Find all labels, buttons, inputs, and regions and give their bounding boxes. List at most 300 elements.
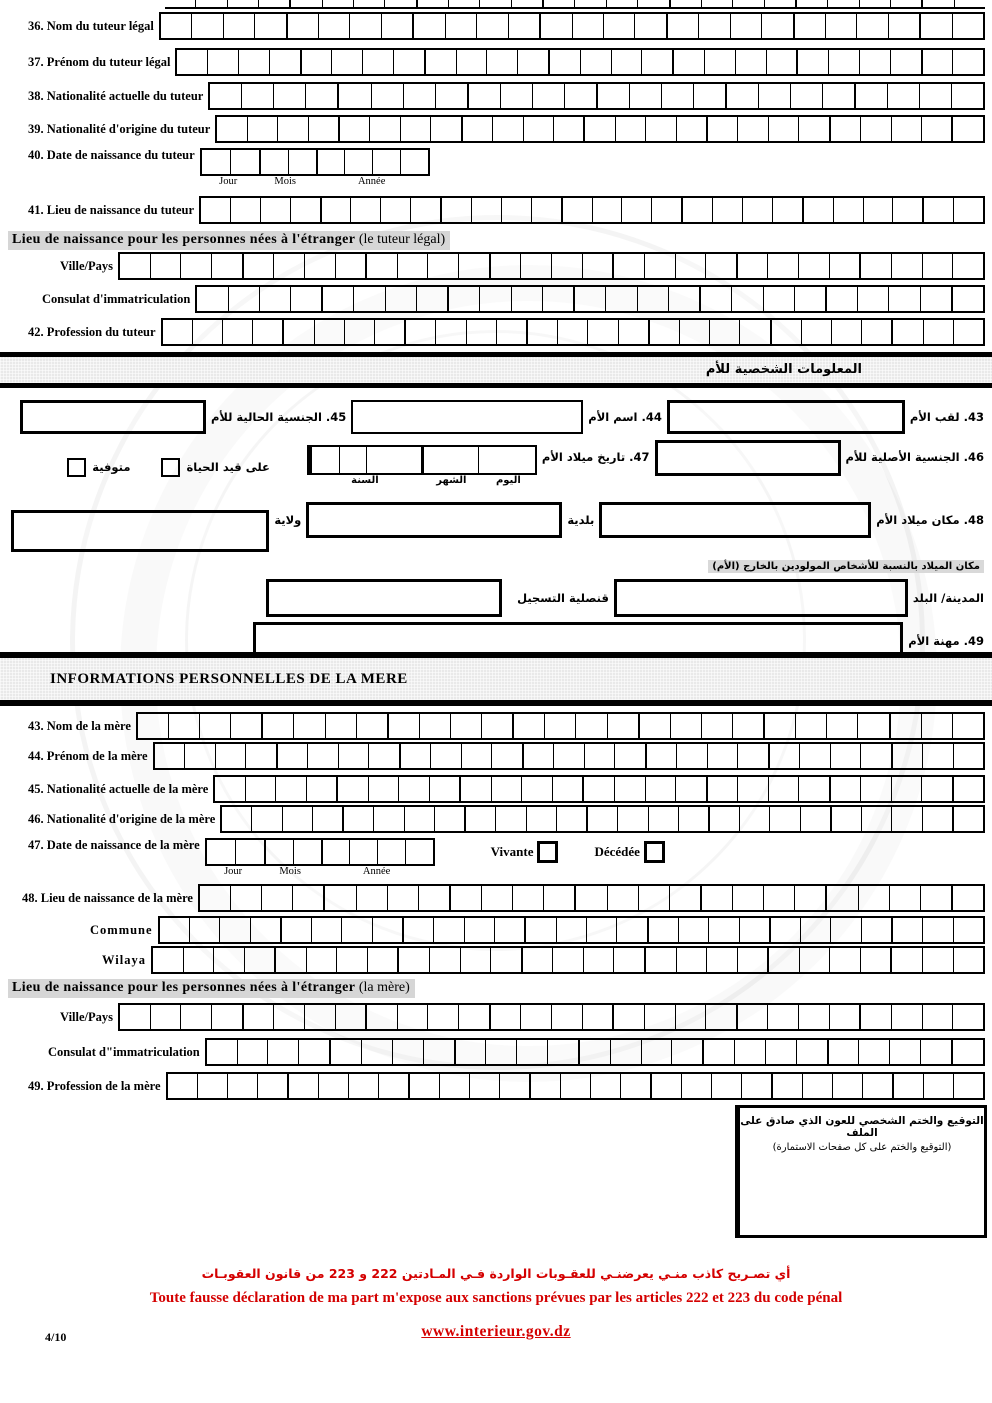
char-cell[interactable] bbox=[244, 948, 275, 972]
char-cell[interactable] bbox=[207, 840, 235, 864]
char-cell[interactable] bbox=[467, 84, 500, 108]
char-cell[interactable] bbox=[213, 948, 244, 972]
char-cell[interactable] bbox=[887, 84, 919, 108]
char-cell[interactable] bbox=[826, 714, 857, 738]
char-cell[interactable] bbox=[277, 117, 307, 141]
char-cell[interactable] bbox=[476, 14, 507, 38]
char-cell[interactable] bbox=[829, 777, 861, 801]
char-cell[interactable] bbox=[397, 948, 429, 972]
char-cell[interactable] bbox=[922, 807, 952, 831]
char-cell[interactable] bbox=[429, 948, 460, 972]
char-cell[interactable] bbox=[922, 948, 953, 972]
char-cell[interactable] bbox=[711, 1074, 741, 1098]
char-cell[interactable] bbox=[618, 320, 648, 344]
char-cell[interactable] bbox=[892, 1074, 923, 1098]
char-cell[interactable] bbox=[280, 918, 311, 942]
char-cell[interactable] bbox=[434, 807, 464, 831]
char-cell[interactable] bbox=[798, 1005, 829, 1029]
birthplace-extra-ar-input[interactable] bbox=[11, 510, 269, 552]
char-cell[interactable] bbox=[392, 1040, 423, 1064]
char-cell[interactable] bbox=[737, 948, 768, 972]
char-cell[interactable] bbox=[427, 1005, 458, 1029]
char-cell[interactable] bbox=[289, 0, 321, 7]
char-cell[interactable] bbox=[922, 254, 953, 278]
char-cell[interactable] bbox=[433, 918, 463, 942]
char-cell[interactable] bbox=[615, 117, 645, 141]
char-cell[interactable] bbox=[859, 50, 890, 74]
char-cell[interactable] bbox=[336, 777, 368, 801]
char-cell[interactable] bbox=[251, 807, 281, 831]
char-cell[interactable] bbox=[412, 14, 444, 38]
char-cell[interactable] bbox=[768, 777, 799, 801]
char-cell[interactable] bbox=[335, 1005, 366, 1029]
char-cell[interactable] bbox=[889, 1040, 920, 1064]
char-cell[interactable] bbox=[222, 320, 252, 344]
char-cell[interactable] bbox=[539, 14, 571, 38]
char-cell[interactable] bbox=[398, 777, 429, 801]
char-cell[interactable] bbox=[735, 50, 766, 74]
char-cell[interactable] bbox=[552, 777, 583, 801]
char-cell[interactable] bbox=[211, 1005, 242, 1029]
char-cell[interactable] bbox=[384, 0, 415, 7]
char-cell[interactable] bbox=[573, 287, 605, 311]
comb-input[interactable] bbox=[136, 712, 985, 740]
mother-surname-ar-input[interactable] bbox=[667, 400, 905, 434]
char-cell[interactable] bbox=[267, 1040, 298, 1064]
char-cell[interactable] bbox=[273, 254, 304, 278]
birthplace-wilaya-ar-input[interactable] bbox=[306, 502, 562, 538]
char-cell[interactable] bbox=[511, 287, 542, 311]
char-cell[interactable] bbox=[366, 447, 394, 473]
char-cell[interactable] bbox=[288, 150, 316, 174]
char-cell[interactable] bbox=[614, 777, 645, 801]
char-cell[interactable] bbox=[596, 84, 629, 108]
char-cell[interactable] bbox=[561, 198, 592, 222]
char-cell[interactable] bbox=[507, 447, 535, 473]
comb-input[interactable] bbox=[205, 1038, 985, 1066]
char-cell[interactable] bbox=[574, 0, 605, 7]
consulate-ar-input[interactable] bbox=[266, 579, 502, 617]
char-cell[interactable] bbox=[496, 320, 526, 344]
char-cell[interactable] bbox=[701, 714, 732, 738]
char-cell[interactable] bbox=[517, 50, 548, 74]
char-cell[interactable] bbox=[613, 948, 644, 972]
char-cell[interactable] bbox=[921, 714, 952, 738]
char-cell[interactable] bbox=[404, 807, 434, 831]
char-cell[interactable] bbox=[512, 886, 543, 910]
mother-firstname-ar-input[interactable] bbox=[351, 400, 583, 434]
char-cell[interactable] bbox=[192, 320, 222, 344]
char-cell[interactable] bbox=[230, 714, 261, 738]
char-cell[interactable] bbox=[648, 807, 678, 831]
char-cell[interactable] bbox=[921, 0, 953, 7]
char-cell[interactable] bbox=[829, 254, 860, 278]
char-cell[interactable] bbox=[350, 198, 380, 222]
char-cell[interactable] bbox=[341, 918, 371, 942]
char-cell[interactable] bbox=[953, 918, 983, 942]
char-cell[interactable] bbox=[210, 84, 241, 108]
char-cell[interactable] bbox=[800, 807, 830, 831]
char-cell[interactable] bbox=[620, 1074, 650, 1098]
char-cell[interactable] bbox=[189, 918, 219, 942]
char-cell[interactable] bbox=[829, 948, 860, 972]
char-cell[interactable] bbox=[603, 14, 634, 38]
char-cell[interactable] bbox=[700, 886, 732, 910]
char-cell[interactable] bbox=[489, 254, 521, 278]
char-cell[interactable] bbox=[890, 0, 921, 7]
char-cell[interactable] bbox=[953, 320, 983, 344]
char-cell[interactable] bbox=[634, 14, 665, 38]
char-cell[interactable] bbox=[793, 14, 825, 38]
char-cell[interactable] bbox=[822, 84, 854, 108]
char-cell[interactable] bbox=[180, 1005, 211, 1029]
char-cell[interactable] bbox=[676, 744, 707, 768]
char-cell[interactable] bbox=[672, 50, 704, 74]
char-cell[interactable] bbox=[702, 1040, 734, 1064]
char-cell[interactable] bbox=[645, 777, 676, 801]
char-cell[interactable] bbox=[669, 886, 700, 910]
char-cell[interactable] bbox=[202, 150, 230, 174]
char-cell[interactable] bbox=[336, 948, 367, 972]
char-cell[interactable] bbox=[344, 320, 374, 344]
char-cell[interactable] bbox=[831, 320, 861, 344]
char-cell[interactable] bbox=[165, 0, 195, 7]
char-cell[interactable] bbox=[416, 287, 447, 311]
char-cell[interactable] bbox=[430, 117, 460, 141]
char-cell[interactable] bbox=[919, 84, 951, 108]
comb-input[interactable] bbox=[166, 1072, 985, 1100]
char-cell[interactable] bbox=[681, 1074, 711, 1098]
char-cell[interactable] bbox=[553, 117, 583, 141]
char-cell[interactable] bbox=[275, 777, 306, 801]
char-cell[interactable] bbox=[292, 886, 323, 910]
char-cell[interactable] bbox=[458, 254, 489, 278]
char-cell[interactable] bbox=[435, 320, 465, 344]
char-cell[interactable] bbox=[526, 320, 557, 344]
char-cell[interactable] bbox=[235, 840, 264, 864]
char-cell[interactable] bbox=[490, 948, 521, 972]
char-cell[interactable] bbox=[245, 744, 276, 768]
char-cell[interactable] bbox=[543, 886, 574, 910]
char-cell[interactable] bbox=[629, 84, 661, 108]
char-cell[interactable] bbox=[304, 1005, 335, 1029]
char-cell[interactable] bbox=[732, 886, 763, 910]
char-cell[interactable] bbox=[252, 320, 282, 344]
char-cell[interactable] bbox=[661, 84, 693, 108]
char-cell[interactable] bbox=[825, 287, 857, 311]
char-cell[interactable] bbox=[120, 254, 150, 278]
char-cell[interactable] bbox=[829, 1005, 860, 1029]
char-cell[interactable] bbox=[668, 287, 699, 311]
char-cell[interactable] bbox=[197, 287, 227, 311]
char-cell[interactable] bbox=[676, 948, 707, 972]
char-cell[interactable] bbox=[764, 0, 795, 7]
char-cell[interactable] bbox=[800, 918, 830, 942]
char-cell[interactable] bbox=[610, 1040, 641, 1064]
char-cell[interactable] bbox=[542, 287, 573, 311]
char-cell[interactable] bbox=[552, 948, 583, 972]
char-cell[interactable] bbox=[734, 1040, 765, 1064]
char-cell[interactable] bbox=[335, 254, 366, 278]
char-cell[interactable] bbox=[524, 918, 555, 942]
char-cell[interactable] bbox=[311, 918, 341, 942]
char-cell[interactable] bbox=[245, 777, 276, 801]
char-cell[interactable] bbox=[888, 14, 919, 38]
char-cell[interactable] bbox=[737, 117, 767, 141]
char-cell[interactable] bbox=[486, 50, 517, 74]
char-cell[interactable] bbox=[736, 254, 768, 278]
char-cell[interactable] bbox=[675, 1005, 706, 1029]
char-cell[interactable] bbox=[499, 1074, 529, 1098]
char-cell[interactable] bbox=[701, 0, 732, 7]
char-cell[interactable] bbox=[551, 1005, 582, 1029]
char-cell[interactable] bbox=[739, 320, 769, 344]
char-cell[interactable] bbox=[544, 714, 575, 738]
char-cell[interactable] bbox=[405, 840, 433, 864]
char-cell[interactable] bbox=[479, 0, 510, 7]
char-cell[interactable] bbox=[184, 744, 215, 768]
char-cell[interactable] bbox=[825, 14, 856, 38]
char-cell[interactable] bbox=[670, 714, 701, 738]
char-cell[interactable] bbox=[290, 198, 320, 222]
char-cell[interactable] bbox=[293, 714, 324, 738]
char-cell[interactable] bbox=[952, 254, 983, 278]
char-cell[interactable] bbox=[891, 117, 921, 141]
char-cell[interactable] bbox=[365, 1005, 397, 1029]
char-cell[interactable] bbox=[767, 254, 798, 278]
char-cell[interactable] bbox=[763, 714, 795, 738]
char-cell[interactable] bbox=[708, 918, 738, 942]
char-cell[interactable] bbox=[768, 117, 798, 141]
char-cell[interactable] bbox=[381, 14, 412, 38]
char-cell[interactable] bbox=[329, 1040, 361, 1064]
char-cell[interactable] bbox=[227, 1074, 257, 1098]
char-cell[interactable] bbox=[891, 1005, 922, 1029]
char-cell[interactable] bbox=[693, 84, 725, 108]
char-cell[interactable] bbox=[645, 744, 677, 768]
char-cell[interactable] bbox=[832, 1074, 862, 1098]
char-cell[interactable] bbox=[621, 198, 651, 222]
char-cell[interactable] bbox=[471, 198, 501, 222]
char-cell[interactable] bbox=[489, 1005, 521, 1029]
char-cell[interactable] bbox=[201, 198, 230, 222]
char-cell[interactable] bbox=[641, 50, 672, 74]
char-cell[interactable] bbox=[732, 714, 763, 738]
char-cell[interactable] bbox=[833, 198, 863, 222]
char-cell[interactable] bbox=[276, 744, 308, 768]
char-cell[interactable] bbox=[448, 0, 479, 7]
char-cell[interactable] bbox=[617, 807, 647, 831]
char-cell[interactable] bbox=[761, 14, 792, 38]
char-cell[interactable] bbox=[464, 807, 495, 831]
char-cell[interactable] bbox=[739, 807, 769, 831]
char-cell[interactable] bbox=[261, 886, 292, 910]
char-cell[interactable] bbox=[741, 1074, 771, 1098]
char-cell[interactable] bbox=[282, 320, 313, 344]
char-cell[interactable] bbox=[790, 84, 822, 108]
char-cell[interactable] bbox=[257, 1074, 287, 1098]
char-cell[interactable] bbox=[416, 0, 448, 7]
char-cell[interactable] bbox=[891, 254, 922, 278]
char-cell[interactable] bbox=[771, 1074, 802, 1098]
char-cell[interactable] bbox=[698, 14, 729, 38]
char-cell[interactable] bbox=[300, 50, 332, 74]
char-cell[interactable] bbox=[458, 1005, 489, 1029]
char-cell[interactable] bbox=[215, 777, 245, 801]
char-cell[interactable] bbox=[650, 1074, 681, 1098]
char-cell[interactable] bbox=[612, 1005, 644, 1029]
char-cell[interactable] bbox=[580, 50, 611, 74]
char-cell[interactable] bbox=[365, 254, 397, 278]
char-cell[interactable] bbox=[369, 117, 399, 141]
char-cell[interactable] bbox=[419, 714, 450, 738]
comb-input[interactable] bbox=[158, 916, 985, 944]
char-cell[interactable] bbox=[679, 320, 709, 344]
comb-input[interactable] bbox=[175, 48, 985, 76]
char-cell[interactable] bbox=[479, 287, 510, 311]
char-cell[interactable] bbox=[651, 198, 681, 222]
char-cell[interactable] bbox=[307, 744, 338, 768]
char-cell[interactable] bbox=[892, 198, 922, 222]
char-cell[interactable] bbox=[858, 886, 889, 910]
char-cell[interactable] bbox=[325, 714, 356, 738]
char-cell[interactable] bbox=[647, 918, 678, 942]
char-cell[interactable] bbox=[769, 807, 799, 831]
char-cell[interactable] bbox=[861, 918, 891, 942]
char-cell[interactable] bbox=[582, 777, 614, 801]
char-cell[interactable] bbox=[829, 117, 860, 141]
char-cell[interactable] bbox=[952, 777, 984, 801]
char-cell[interactable] bbox=[207, 1040, 237, 1064]
char-cell[interactable] bbox=[953, 198, 983, 222]
char-cell[interactable] bbox=[367, 948, 398, 972]
char-cell[interactable] bbox=[397, 1005, 428, 1029]
char-cell[interactable] bbox=[857, 714, 888, 738]
char-cell[interactable] bbox=[860, 948, 891, 972]
char-cell[interactable] bbox=[429, 777, 460, 801]
comb-input[interactable] bbox=[213, 775, 985, 803]
char-cell[interactable] bbox=[521, 777, 552, 801]
char-cell[interactable] bbox=[260, 198, 290, 222]
char-cell[interactable] bbox=[953, 1074, 983, 1098]
char-cell[interactable] bbox=[247, 117, 277, 141]
char-cell[interactable] bbox=[377, 840, 405, 864]
char-cell[interactable] bbox=[451, 447, 478, 473]
char-cell[interactable] bbox=[891, 918, 922, 942]
char-cell[interactable] bbox=[890, 50, 921, 74]
char-cell[interactable] bbox=[923, 1074, 953, 1098]
char-cell[interactable] bbox=[551, 254, 582, 278]
char-cell[interactable] bbox=[737, 777, 768, 801]
char-cell[interactable] bbox=[861, 807, 891, 831]
char-cell[interactable] bbox=[607, 714, 638, 738]
char-cell[interactable] bbox=[772, 198, 802, 222]
char-cell[interactable] bbox=[242, 1005, 274, 1029]
char-cell[interactable] bbox=[393, 50, 424, 74]
date-comb[interactable] bbox=[200, 148, 430, 176]
char-cell[interactable] bbox=[830, 918, 860, 942]
char-cell[interactable] bbox=[183, 948, 214, 972]
char-cell[interactable] bbox=[356, 886, 387, 910]
char-cell[interactable] bbox=[799, 744, 830, 768]
char-cell[interactable] bbox=[311, 447, 339, 473]
char-cell[interactable] bbox=[919, 14, 951, 38]
char-cell[interactable] bbox=[293, 840, 321, 864]
char-cell[interactable] bbox=[770, 320, 801, 344]
char-cell[interactable] bbox=[725, 84, 758, 108]
deceased-checkbox[interactable] bbox=[67, 458, 86, 477]
char-cell[interactable] bbox=[491, 777, 522, 801]
char-cell[interactable] bbox=[742, 198, 772, 222]
comb-input[interactable] bbox=[159, 12, 985, 40]
char-cell[interactable] bbox=[611, 50, 642, 74]
char-cell[interactable] bbox=[163, 320, 192, 344]
char-cell[interactable] bbox=[200, 886, 230, 910]
char-cell[interactable] bbox=[952, 714, 983, 738]
char-cell[interactable] bbox=[675, 777, 706, 801]
comb-input[interactable] bbox=[195, 285, 985, 313]
char-cell[interactable] bbox=[921, 117, 951, 141]
char-cell[interactable] bbox=[238, 50, 269, 74]
char-cell[interactable] bbox=[587, 320, 617, 344]
char-cell[interactable] bbox=[795, 714, 826, 738]
char-cell[interactable] bbox=[736, 1005, 768, 1029]
char-cell[interactable] bbox=[177, 50, 207, 74]
comb-input[interactable] bbox=[220, 805, 985, 833]
char-cell[interactable] bbox=[306, 948, 337, 972]
char-cell[interactable] bbox=[228, 287, 259, 311]
char-cell[interactable] bbox=[290, 287, 321, 311]
char-cell[interactable] bbox=[712, 198, 742, 222]
char-cell[interactable] bbox=[254, 14, 285, 38]
char-cell[interactable] bbox=[523, 117, 553, 141]
char-cell[interactable] bbox=[922, 744, 953, 768]
char-cell[interactable] bbox=[450, 714, 481, 738]
comb-input[interactable] bbox=[153, 742, 985, 770]
comb-input[interactable] bbox=[151, 946, 985, 974]
char-cell[interactable] bbox=[305, 84, 337, 108]
char-cell[interactable] bbox=[195, 0, 226, 7]
char-cell[interactable] bbox=[923, 320, 953, 344]
char-cell[interactable] bbox=[547, 1040, 578, 1064]
char-cell[interactable] bbox=[731, 287, 762, 311]
char-cell[interactable] bbox=[320, 198, 351, 222]
comb-input[interactable] bbox=[118, 1003, 985, 1031]
char-cell[interactable] bbox=[922, 918, 952, 942]
char-cell[interactable] bbox=[675, 254, 706, 278]
char-cell[interactable] bbox=[261, 714, 293, 738]
char-cell[interactable] bbox=[211, 254, 242, 278]
char-cell[interactable] bbox=[492, 117, 522, 141]
char-cell[interactable] bbox=[495, 807, 525, 831]
char-cell[interactable] bbox=[951, 1040, 983, 1064]
char-cell[interactable] bbox=[387, 714, 419, 738]
char-cell[interactable] bbox=[430, 744, 461, 768]
char-cell[interactable] bbox=[520, 1005, 551, 1029]
char-cell[interactable] bbox=[644, 948, 676, 972]
char-cell[interactable] bbox=[258, 0, 289, 7]
char-cell[interactable] bbox=[230, 198, 260, 222]
birthplace-commune-ar-input[interactable] bbox=[599, 502, 871, 538]
char-cell[interactable] bbox=[796, 1040, 827, 1064]
char-cell[interactable] bbox=[337, 84, 370, 108]
comb-input[interactable] bbox=[198, 884, 985, 912]
char-cell[interactable] bbox=[794, 287, 825, 311]
char-cell[interactable] bbox=[564, 84, 596, 108]
char-cell[interactable] bbox=[397, 254, 428, 278]
char-cell[interactable] bbox=[802, 198, 833, 222]
char-cell[interactable] bbox=[261, 150, 288, 174]
